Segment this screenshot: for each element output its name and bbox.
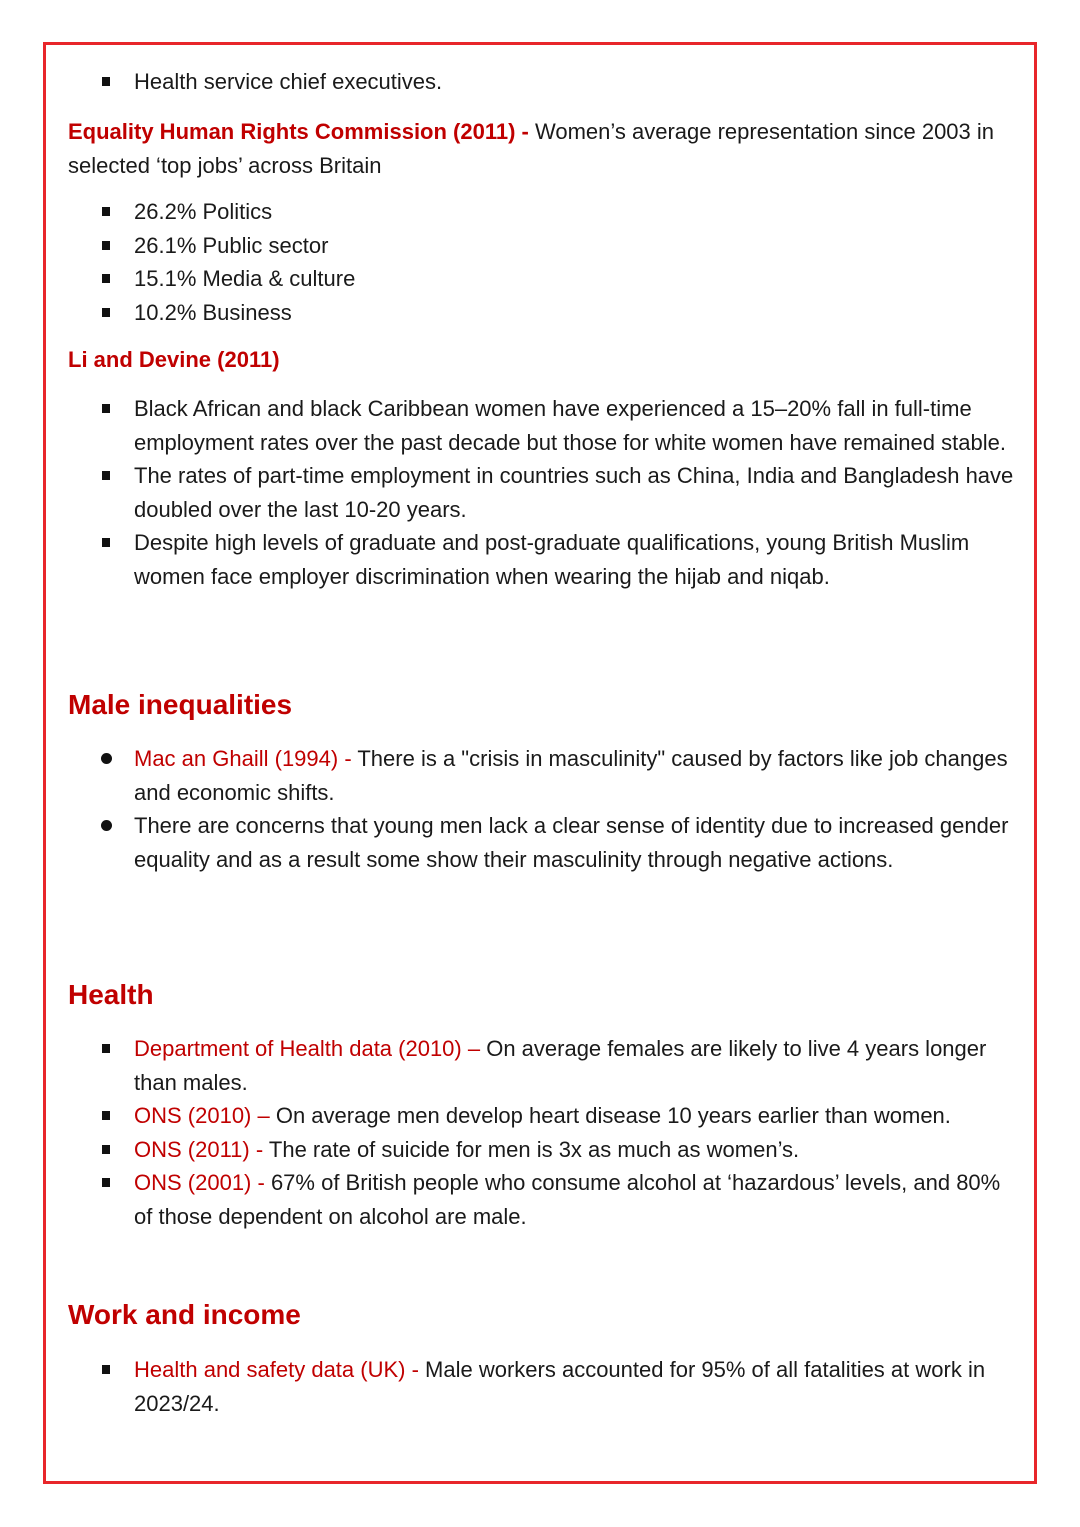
- list-item: Health service chief executives.: [68, 65, 1014, 99]
- li-devine-list: [68, 392, 1014, 593]
- health-list: [68, 1032, 1014, 1233]
- square-bullet-icon: [102, 77, 110, 86]
- square-bullet-icon: [102, 308, 110, 317]
- list-item: 15.1% Media & culture: [68, 262, 1014, 296]
- square-bullet-icon: [102, 274, 110, 283]
- health-heading: Health: [68, 979, 154, 1010]
- square-bullet-icon: [102, 404, 110, 413]
- list-item: ONS (2011) - The rate of suicide for men is 3x as much as women’s.: [68, 1133, 1014, 1167]
- list-item: There are concerns that young men lack a clear sense of identity due to increased gender equality and as a result some show their masculinity through negative actions.: [68, 809, 1014, 876]
- ehrc-list: [68, 195, 1014, 329]
- ehrc-source: Equality Human Rights Commission (2011) -: [68, 119, 529, 144]
- square-bullet-icon: [102, 241, 110, 250]
- ehrc-paragraph: [68, 115, 1014, 182]
- work-income-heading: Work and income: [68, 1299, 301, 1330]
- page-frame: [43, 42, 1037, 1484]
- round-bullet-icon: [101, 753, 112, 764]
- list-item: ONS (2001) - 67% of British people who consume alcohol at ‘hazardous’ levels, and 80% of those dependent on alcohol are male.: [68, 1166, 1014, 1233]
- work-list: [68, 1353, 1014, 1420]
- square-bullet-icon: [102, 1044, 110, 1053]
- ehrc-text: Women’s average representation since 2003 in selected ‘top jobs’ across Britain: [68, 119, 995, 178]
- square-bullet-icon: [102, 1111, 110, 1120]
- square-bullet-icon: [102, 471, 110, 480]
- square-bullet-icon: [102, 1178, 110, 1187]
- list-item: 10.2% Business: [68, 296, 1014, 330]
- list-item: 26.2% Politics: [68, 195, 1014, 229]
- square-bullet-icon: [102, 1145, 110, 1154]
- square-bullet-icon: [102, 207, 110, 216]
- list-item: Department of Health data (2010) – On average females are likely to live 4 years longer than males.: [68, 1032, 1014, 1099]
- list-item: Mac an Ghaill (1994) - There is a "crisis in masculinity" caused by factors like job changes and economic shifts.: [68, 742, 1014, 809]
- round-bullet-icon: [101, 820, 112, 831]
- intro-list: [68, 65, 1014, 99]
- square-bullet-icon: [102, 1365, 110, 1374]
- square-bullet-icon: [102, 538, 110, 547]
- list-item: Health and safety data (UK) - Male workers accounted for 95% of all fatalities at work in 2023/24.: [68, 1353, 1014, 1420]
- li-devine-heading: Li and Devine (2011): [68, 347, 280, 372]
- male-inequalities-heading: Male inequalities: [68, 689, 293, 720]
- list-item: The rates of part-time employment in countries such as China, India and Bangladesh have doubled over the last 10-20 years.: [68, 459, 1014, 526]
- list-item: Despite high levels of graduate and post-graduate qualifications, young British Muslim women face employer discrimination when wearing the hijab and niqab.: [68, 526, 1014, 593]
- male-list: [68, 742, 1014, 876]
- list-item: ONS (2010) – On average men develop heart disease 10 years earlier than women.: [68, 1099, 1014, 1133]
- list-item: Black African and black Caribbean women have experienced a 15–20% fall in full-time employment rates over the past decade but those for white women have remained stable.: [68, 392, 1014, 459]
- list-item: 26.1% Public sector: [68, 229, 1014, 263]
